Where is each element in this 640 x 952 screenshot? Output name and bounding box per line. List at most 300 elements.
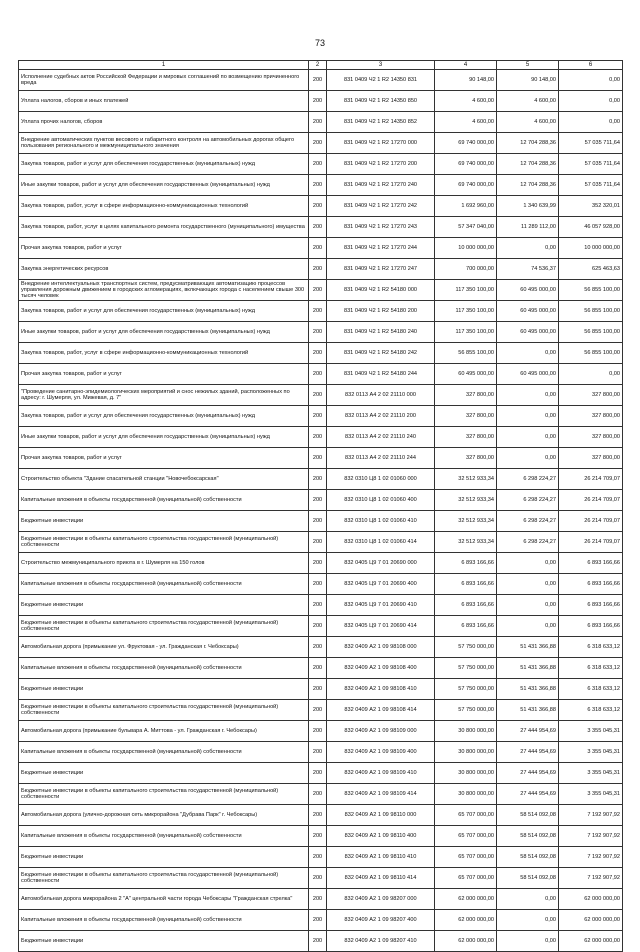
row-classification-code: 832 0409 А2 1 09 98109 414 <box>327 784 435 805</box>
table-row <box>19 910 623 931</box>
row-remaining-amount: 0,00 <box>559 70 623 91</box>
row-planned-amount: 10 000 000,00 <box>435 238 497 259</box>
row-classification-code: 831 0409 Ч2 1 R2 17270 240 <box>327 175 435 196</box>
row-executed-amount: 6 298 224,27 <box>497 532 559 553</box>
row-executed-amount: 60 495 000,00 <box>497 322 559 343</box>
row-grbs-code: 200 <box>309 343 327 364</box>
row-planned-amount: 327 800,00 <box>435 448 497 469</box>
table-row <box>19 595 623 616</box>
row-remaining-amount: 10 000 000,00 <box>559 238 623 259</box>
row-classification-code: 832 0409 А2 1 09 98108 400 <box>327 658 435 679</box>
row-name: Бюджетные инвестиции <box>19 511 309 532</box>
row-grbs-code: 200 <box>309 406 327 427</box>
row-executed-amount: 51 431 366,88 <box>497 637 559 658</box>
row-classification-code: 832 0409 А2 1 09 98109 410 <box>327 763 435 784</box>
row-name: Капитальные вложения в объекты государственной (муниципальной) собственности <box>19 658 309 679</box>
row-executed-amount: 27 444 954,69 <box>497 763 559 784</box>
row-grbs-code: 200 <box>309 553 327 574</box>
row-planned-amount: 327 800,00 <box>435 427 497 448</box>
row-name: Прочая закупка товаров, работ и услуг <box>19 448 309 469</box>
row-classification-code: 832 0310 Ц8 1 02 01060 410 <box>327 511 435 532</box>
row-name: Иные закупки товаров, работ и услуг для обеспечения государственных (муниципальных) нужд <box>19 427 309 448</box>
row-name: Бюджетные инвестиции в объекты капитального строительства государственной (муниципальной) собственности <box>19 868 309 889</box>
table-row <box>19 574 623 595</box>
row-executed-amount: 27 444 954,69 <box>497 721 559 742</box>
row-grbs-code: 200 <box>309 70 327 91</box>
table-row <box>19 805 623 826</box>
table-row <box>19 679 623 700</box>
row-name: Бюджетные инвестиции в объекты капитального строительства государственной (муниципальной) собственности <box>19 532 309 553</box>
table-row <box>19 364 623 385</box>
row-name: Иные закупки товаров, работ и услуг для обеспечения государственных (муниципальных) нужд <box>19 322 309 343</box>
row-name: Исполнение судебных актов Российской Федерации и мировых соглашений по возмещению причиненного вреда <box>19 70 309 91</box>
row-grbs-code: 200 <box>309 574 327 595</box>
row-executed-amount: 58 514 092,08 <box>497 847 559 868</box>
row-name: Капитальные вложения в объекты государственной (муниципальной) собственности <box>19 742 309 763</box>
row-planned-amount: 327 800,00 <box>435 385 497 406</box>
row-grbs-code: 200 <box>309 658 327 679</box>
row-name: Иные закупки товаров, работ и услуг для обеспечения государственных (муниципальных) нужд <box>19 175 309 196</box>
row-name: Бюджетные инвестиции в объекты капитального строительства государственной (муниципальной) собственности <box>19 784 309 805</box>
row-planned-amount: 62 000 000,00 <box>435 910 497 931</box>
row-executed-amount: 0,00 <box>497 931 559 952</box>
row-grbs-code: 200 <box>309 784 327 805</box>
row-remaining-amount: 26 214 709,07 <box>559 490 623 511</box>
row-remaining-amount: 57 035 711,64 <box>559 154 623 175</box>
row-executed-amount: 1 340 639,99 <box>497 196 559 217</box>
row-planned-amount: 30 800 000,00 <box>435 763 497 784</box>
row-grbs-code: 200 <box>309 847 327 868</box>
row-planned-amount: 69 740 000,00 <box>435 175 497 196</box>
table-row <box>19 658 623 679</box>
row-planned-amount: 6 893 166,66 <box>435 553 497 574</box>
row-executed-amount: 51 431 366,88 <box>497 658 559 679</box>
row-executed-amount: 4 600,00 <box>497 91 559 112</box>
row-remaining-amount: 56 855 100,00 <box>559 280 623 301</box>
table-row <box>19 385 623 406</box>
row-name: Бюджетные инвестиции <box>19 595 309 616</box>
row-planned-amount: 57 750 000,00 <box>435 637 497 658</box>
row-classification-code: 832 0409 А2 1 09 98108 414 <box>327 700 435 721</box>
row-classification-code: 831 0409 Ч2 1 R2 54180 000 <box>327 280 435 301</box>
row-executed-amount: 58 514 092,08 <box>497 826 559 847</box>
row-executed-amount: 58 514 092,08 <box>497 805 559 826</box>
row-classification-code: 832 0409 А2 1 09 98110 400 <box>327 826 435 847</box>
row-executed-amount: 27 444 954,69 <box>497 784 559 805</box>
table-row <box>19 721 623 742</box>
table-row <box>19 826 623 847</box>
row-planned-amount: 62 000 000,00 <box>435 931 497 952</box>
row-planned-amount: 6 893 166,66 <box>435 574 497 595</box>
row-planned-amount: 60 495 000,00 <box>435 364 497 385</box>
row-grbs-code: 200 <box>309 616 327 637</box>
row-executed-amount: 0,00 <box>497 238 559 259</box>
row-grbs-code: 200 <box>309 490 327 511</box>
row-grbs-code: 200 <box>309 511 327 532</box>
row-planned-amount: 700 000,00 <box>435 259 497 280</box>
row-name: Автомобильная дорога (улично-дорожная сеть микрорайона "Дубрава Парк" г. Чебоксары) <box>19 805 309 826</box>
row-name: Закупка товаров, работ и услуг для обеспечения государственных (муниципальных) нужд <box>19 301 309 322</box>
row-executed-amount: 60 495 000,00 <box>497 364 559 385</box>
table-row <box>19 427 623 448</box>
row-executed-amount: 0,00 <box>497 616 559 637</box>
table-row <box>19 322 623 343</box>
table-row <box>19 301 623 322</box>
row-classification-code: 832 0409 А2 1 09 98110 000 <box>327 805 435 826</box>
row-name: Капитальные вложения в объекты государственной (муниципальной) собственности <box>19 826 309 847</box>
row-name: Бюджетные инвестиции <box>19 679 309 700</box>
row-planned-amount: 32 512 933,34 <box>435 511 497 532</box>
row-remaining-amount: 56 855 100,00 <box>559 343 623 364</box>
row-remaining-amount: 6 318 633,12 <box>559 637 623 658</box>
table-row <box>19 616 623 637</box>
row-executed-amount: 4 600,00 <box>497 112 559 133</box>
row-classification-code: 831 0409 Ч2 1 R2 14350 852 <box>327 112 435 133</box>
budget-execution-table <box>18 60 623 952</box>
column-header: 4 <box>435 61 497 70</box>
column-header: 5 <box>497 61 559 70</box>
row-grbs-code: 200 <box>309 280 327 301</box>
row-remaining-amount: 57 035 711,64 <box>559 175 623 196</box>
row-remaining-amount: 26 214 709,07 <box>559 469 623 490</box>
row-remaining-amount: 327 800,00 <box>559 427 623 448</box>
row-name: Закупка товаров, работ, услуг в целях капитального ремонта государственного (муниципального) имущества <box>19 217 309 238</box>
row-classification-code: 832 0409 А2 1 09 98108 000 <box>327 637 435 658</box>
row-grbs-code: 200 <box>309 889 327 910</box>
row-executed-amount: 0,00 <box>497 406 559 427</box>
row-classification-code: 831 0409 Ч2 1 R2 54180 242 <box>327 343 435 364</box>
row-classification-code: 832 0409 А2 1 09 98110 414 <box>327 868 435 889</box>
row-planned-amount: 57 750 000,00 <box>435 679 497 700</box>
row-classification-code: 831 0409 Ч2 1 R2 14350 850 <box>327 91 435 112</box>
row-classification-code: 832 0409 А2 1 09 98207 410 <box>327 931 435 952</box>
row-classification-code: 831 0409 Ч2 1 R2 17270 244 <box>327 238 435 259</box>
row-remaining-amount: 6 893 166,66 <box>559 595 623 616</box>
row-remaining-amount: 3 355 045,31 <box>559 742 623 763</box>
row-name: Бюджетные инвестиции <box>19 847 309 868</box>
row-planned-amount: 57 750 000,00 <box>435 700 497 721</box>
row-remaining-amount: 6 893 166,66 <box>559 574 623 595</box>
row-executed-amount: 74 536,37 <box>497 259 559 280</box>
row-remaining-amount: 26 214 709,07 <box>559 532 623 553</box>
row-planned-amount: 30 800 000,00 <box>435 721 497 742</box>
row-planned-amount: 117 350 100,00 <box>435 301 497 322</box>
table-row <box>19 70 623 91</box>
row-name: Закупка товаров, работ, услуг в сфере информационно-коммуникационных технологий <box>19 196 309 217</box>
row-name: Уплата налогов, сборов и иных платежей <box>19 91 309 112</box>
table-row <box>19 490 623 511</box>
row-remaining-amount: 3 355 045,31 <box>559 721 623 742</box>
table-row <box>19 784 623 805</box>
row-classification-code: 831 0409 Ч2 1 R2 17270 247 <box>327 259 435 280</box>
row-classification-code: 831 0409 Ч2 1 R2 17270 000 <box>327 133 435 154</box>
row-classification-code: 831 0409 Ч2 1 R2 17270 243 <box>327 217 435 238</box>
row-name: Капитальные вложения в объекты государственной (муниципальной) собственности <box>19 574 309 595</box>
row-remaining-amount: 6 893 166,66 <box>559 616 623 637</box>
table-header-row <box>19 61 623 70</box>
row-executed-amount: 6 298 224,27 <box>497 511 559 532</box>
row-grbs-code: 200 <box>309 868 327 889</box>
row-grbs-code: 200 <box>309 91 327 112</box>
table-row <box>19 931 623 952</box>
row-name: Автомобильная дорога (примыкание ул. Фруктовая - ул. Гражданская г. Чебоксары) <box>19 637 309 658</box>
table-row <box>19 91 623 112</box>
row-classification-code: 832 0409 А2 1 09 98109 400 <box>327 742 435 763</box>
row-name: Прочая закупка товаров, работ и услуг <box>19 238 309 259</box>
row-grbs-code: 200 <box>309 259 327 280</box>
row-grbs-code: 200 <box>309 322 327 343</box>
table-row <box>19 448 623 469</box>
row-remaining-amount: 7 192 907,92 <box>559 868 623 889</box>
row-remaining-amount: 6 318 633,12 <box>559 700 623 721</box>
row-executed-amount: 0,00 <box>497 385 559 406</box>
row-classification-code: 832 0409 А2 1 09 98110 410 <box>327 847 435 868</box>
row-executed-amount: 12 704 288,36 <box>497 133 559 154</box>
row-classification-code: 832 0113 А4 2 02 21110 244 <box>327 448 435 469</box>
row-name: Автомобильная дорога микрорайона 2 "А" центральной части города Чебоксары "Гражданская стрелка" <box>19 889 309 910</box>
row-name: Капитальные вложения в объекты государственной (муниципальной) собственности <box>19 490 309 511</box>
table-row <box>19 763 623 784</box>
table-row <box>19 154 623 175</box>
row-classification-code: 832 0405 Ц9 7 01 20690 400 <box>327 574 435 595</box>
row-remaining-amount: 56 855 100,00 <box>559 301 623 322</box>
row-grbs-code: 200 <box>309 805 327 826</box>
row-remaining-amount: 327 800,00 <box>559 448 623 469</box>
table-row <box>19 532 623 553</box>
row-classification-code: 832 0113 А4 2 02 21110 240 <box>327 427 435 448</box>
row-name: "Проведение санитарно-эпидемиологических мероприятий и снос нежилых зданий, расположенных по адресу: г. Шумерля, ул. Мижевая, д. 7" <box>19 385 309 406</box>
row-classification-code: 832 0310 Ц8 1 02 01060 414 <box>327 532 435 553</box>
row-name: Закупка энергетических ресурсов <box>19 259 309 280</box>
row-planned-amount: 57 347 040,00 <box>435 217 497 238</box>
table-row <box>19 238 623 259</box>
row-name: Строительство объекта "Здание спасательной станции "Новочебоксарская" <box>19 469 309 490</box>
row-planned-amount: 117 350 100,00 <box>435 322 497 343</box>
row-planned-amount: 32 512 933,34 <box>435 490 497 511</box>
row-executed-amount: 0,00 <box>497 910 559 931</box>
table-row <box>19 511 623 532</box>
row-planned-amount: 32 512 933,34 <box>435 469 497 490</box>
table-row <box>19 175 623 196</box>
row-classification-code: 832 0409 А2 1 09 98108 410 <box>327 679 435 700</box>
row-grbs-code: 200 <box>309 238 327 259</box>
row-name: Внедрение интеллектуальных транспортных систем, предусматривающих автоматизацию процессов управления дорожным движением в городских агломерациях, включающих города с населением свыше 300 тысяч человек <box>19 280 309 301</box>
row-remaining-amount: 26 214 709,07 <box>559 511 623 532</box>
row-remaining-amount: 6 318 633,12 <box>559 658 623 679</box>
row-classification-code: 831 0409 Ч2 1 R2 14350 831 <box>327 70 435 91</box>
row-classification-code: 832 0113 А4 2 02 21110 200 <box>327 406 435 427</box>
table-row <box>19 469 623 490</box>
row-executed-amount: 0,00 <box>497 427 559 448</box>
row-name: Закупка товаров, работ, услуг в сфере информационно-коммуникационных технологий <box>19 343 309 364</box>
row-grbs-code: 200 <box>309 385 327 406</box>
row-grbs-code: 200 <box>309 112 327 133</box>
row-planned-amount: 65 707 000,00 <box>435 868 497 889</box>
row-remaining-amount: 3 355 045,31 <box>559 763 623 784</box>
row-grbs-code: 200 <box>309 826 327 847</box>
row-grbs-code: 200 <box>309 217 327 238</box>
row-planned-amount: 4 600,00 <box>435 91 497 112</box>
row-planned-amount: 1 692 960,00 <box>435 196 497 217</box>
row-remaining-amount: 0,00 <box>559 91 623 112</box>
row-executed-amount: 0,00 <box>497 574 559 595</box>
row-name: Бюджетные инвестиции <box>19 763 309 784</box>
table-row <box>19 259 623 280</box>
row-classification-code: 832 0409 А2 1 09 98207 000 <box>327 889 435 910</box>
row-executed-amount: 90 148,00 <box>497 70 559 91</box>
row-planned-amount: 57 750 000,00 <box>435 658 497 679</box>
row-classification-code: 831 0409 Ч2 1 R2 54180 244 <box>327 364 435 385</box>
table-row <box>19 868 623 889</box>
row-grbs-code: 200 <box>309 301 327 322</box>
row-remaining-amount: 6 318 633,12 <box>559 679 623 700</box>
row-planned-amount: 4 600,00 <box>435 112 497 133</box>
row-grbs-code: 200 <box>309 175 327 196</box>
row-classification-code: 832 0409 А2 1 09 98207 400 <box>327 910 435 931</box>
table-row <box>19 553 623 574</box>
row-grbs-code: 200 <box>309 196 327 217</box>
row-classification-code: 831 0409 Ч2 1 R2 17270 242 <box>327 196 435 217</box>
row-remaining-amount: 57 035 711,64 <box>559 133 623 154</box>
row-executed-amount: 58 514 092,08 <box>497 868 559 889</box>
row-name: Автомобильная дорога (примыкание бульвара А. Миттова - ул. Гражданская г. Чебоксары) <box>19 721 309 742</box>
row-remaining-amount: 62 000 000,00 <box>559 931 623 952</box>
row-remaining-amount: 56 855 100,00 <box>559 322 623 343</box>
row-remaining-amount: 0,00 <box>559 112 623 133</box>
row-grbs-code: 200 <box>309 154 327 175</box>
row-executed-amount: 6 298 224,27 <box>497 469 559 490</box>
row-name: Капитальные вложения в объекты государственной (муниципальной) собственности <box>19 910 309 931</box>
column-header: 1 <box>19 61 309 70</box>
column-header: 6 <box>559 61 623 70</box>
row-executed-amount: 51 431 366,88 <box>497 679 559 700</box>
row-planned-amount: 69 740 000,00 <box>435 154 497 175</box>
row-planned-amount: 65 707 000,00 <box>435 826 497 847</box>
table-row <box>19 196 623 217</box>
row-name: Прочая закупка товаров, работ и услуг <box>19 364 309 385</box>
table-row <box>19 637 623 658</box>
row-planned-amount: 30 800 000,00 <box>435 784 497 805</box>
row-executed-amount: 0,00 <box>497 553 559 574</box>
row-name: Строительство межмуниципального приюта в г. Шумерля на 150 голов <box>19 553 309 574</box>
row-remaining-amount: 46 057 928,00 <box>559 217 623 238</box>
row-name: Бюджетные инвестиции в объекты капитального строительства государственной (муниципальной) собственности <box>19 616 309 637</box>
row-grbs-code: 200 <box>309 595 327 616</box>
row-planned-amount: 117 350 100,00 <box>435 280 497 301</box>
row-classification-code: 831 0409 Ч2 1 R2 54180 200 <box>327 301 435 322</box>
row-executed-amount: 60 495 000,00 <box>497 301 559 322</box>
row-grbs-code: 200 <box>309 364 327 385</box>
row-planned-amount: 65 707 000,00 <box>435 805 497 826</box>
row-name: Бюджетные инвестиции <box>19 931 309 952</box>
row-remaining-amount: 7 192 907,92 <box>559 805 623 826</box>
row-planned-amount: 6 893 166,66 <box>435 595 497 616</box>
table-row <box>19 112 623 133</box>
row-grbs-code: 200 <box>309 931 327 952</box>
page-number: 73 <box>314 38 325 48</box>
row-executed-amount: 0,00 <box>497 889 559 910</box>
row-remaining-amount: 0,00 <box>559 364 623 385</box>
row-executed-amount: 0,00 <box>497 595 559 616</box>
table-row <box>19 217 623 238</box>
column-header: 2 <box>309 61 327 70</box>
row-executed-amount: 27 444 954,69 <box>497 742 559 763</box>
row-executed-amount: 0,00 <box>497 448 559 469</box>
row-planned-amount: 56 855 100,00 <box>435 343 497 364</box>
row-planned-amount: 30 800 000,00 <box>435 742 497 763</box>
table-row <box>19 889 623 910</box>
row-remaining-amount: 62 000 000,00 <box>559 889 623 910</box>
row-remaining-amount: 625 463,63 <box>559 259 623 280</box>
table-row <box>19 343 623 364</box>
row-planned-amount: 6 893 166,66 <box>435 616 497 637</box>
row-grbs-code: 200 <box>309 721 327 742</box>
row-remaining-amount: 352 320,01 <box>559 196 623 217</box>
row-grbs-code: 200 <box>309 469 327 490</box>
row-executed-amount: 51 431 366,88 <box>497 700 559 721</box>
row-remaining-amount: 3 355 045,31 <box>559 784 623 805</box>
row-planned-amount: 69 740 000,00 <box>435 133 497 154</box>
row-grbs-code: 200 <box>309 679 327 700</box>
row-remaining-amount: 7 192 907,92 <box>559 826 623 847</box>
row-classification-code: 832 0405 Ц9 7 01 20690 414 <box>327 616 435 637</box>
row-grbs-code: 200 <box>309 763 327 784</box>
row-grbs-code: 200 <box>309 427 327 448</box>
row-remaining-amount: 327 800,00 <box>559 385 623 406</box>
row-name: Уплата прочих налогов, сборов <box>19 112 309 133</box>
row-classification-code: 832 0405 Ц9 7 01 20690 000 <box>327 553 435 574</box>
row-remaining-amount: 327 800,00 <box>559 406 623 427</box>
table-row <box>19 280 623 301</box>
row-classification-code: 832 0310 Ц8 1 02 01060 400 <box>327 490 435 511</box>
row-grbs-code: 200 <box>309 700 327 721</box>
row-classification-code: 832 0409 А2 1 09 98109 000 <box>327 721 435 742</box>
table-row <box>19 847 623 868</box>
row-executed-amount: 60 495 000,00 <box>497 280 559 301</box>
row-executed-amount: 12 704 288,36 <box>497 154 559 175</box>
row-remaining-amount: 7 192 907,92 <box>559 847 623 868</box>
table-row <box>19 742 623 763</box>
row-grbs-code: 200 <box>309 133 327 154</box>
row-planned-amount: 32 512 933,34 <box>435 532 497 553</box>
row-remaining-amount: 6 893 166,66 <box>559 553 623 574</box>
row-planned-amount: 62 000 000,00 <box>435 889 497 910</box>
row-executed-amount: 0,00 <box>497 343 559 364</box>
row-executed-amount: 11 289 112,00 <box>497 217 559 238</box>
row-name: Закупка товаров, работ и услуг для обеспечения государственных (муниципальных) нужд <box>19 154 309 175</box>
row-planned-amount: 65 707 000,00 <box>435 847 497 868</box>
row-classification-code: 832 0310 Ц8 1 02 01060 000 <box>327 469 435 490</box>
column-header: 3 <box>327 61 435 70</box>
row-remaining-amount: 62 000 000,00 <box>559 910 623 931</box>
row-grbs-code: 200 <box>309 532 327 553</box>
row-planned-amount: 90 148,00 <box>435 70 497 91</box>
table-row <box>19 700 623 721</box>
row-executed-amount: 6 298 224,27 <box>497 490 559 511</box>
row-grbs-code: 200 <box>309 637 327 658</box>
row-planned-amount: 327 800,00 <box>435 406 497 427</box>
row-classification-code: 832 0113 А4 2 02 21110 000 <box>327 385 435 406</box>
row-grbs-code: 200 <box>309 910 327 931</box>
row-grbs-code: 200 <box>309 742 327 763</box>
row-name: Закупка товаров, работ и услуг для обеспечения государственных (муниципальных) нужд <box>19 406 309 427</box>
row-name: Внедрение автоматических пунктов весового и габаритного контроля на автомобильных дорогах общего пользования регионального и межмуниципального значения <box>19 133 309 154</box>
row-classification-code: 832 0405 Ц9 7 01 20690 410 <box>327 595 435 616</box>
row-name: Бюджетные инвестиции в объекты капитального строительства государственной (муниципальной) собственности <box>19 700 309 721</box>
table-row <box>19 406 623 427</box>
row-grbs-code: 200 <box>309 448 327 469</box>
row-classification-code: 831 0409 Ч2 1 R2 54180 240 <box>327 322 435 343</box>
